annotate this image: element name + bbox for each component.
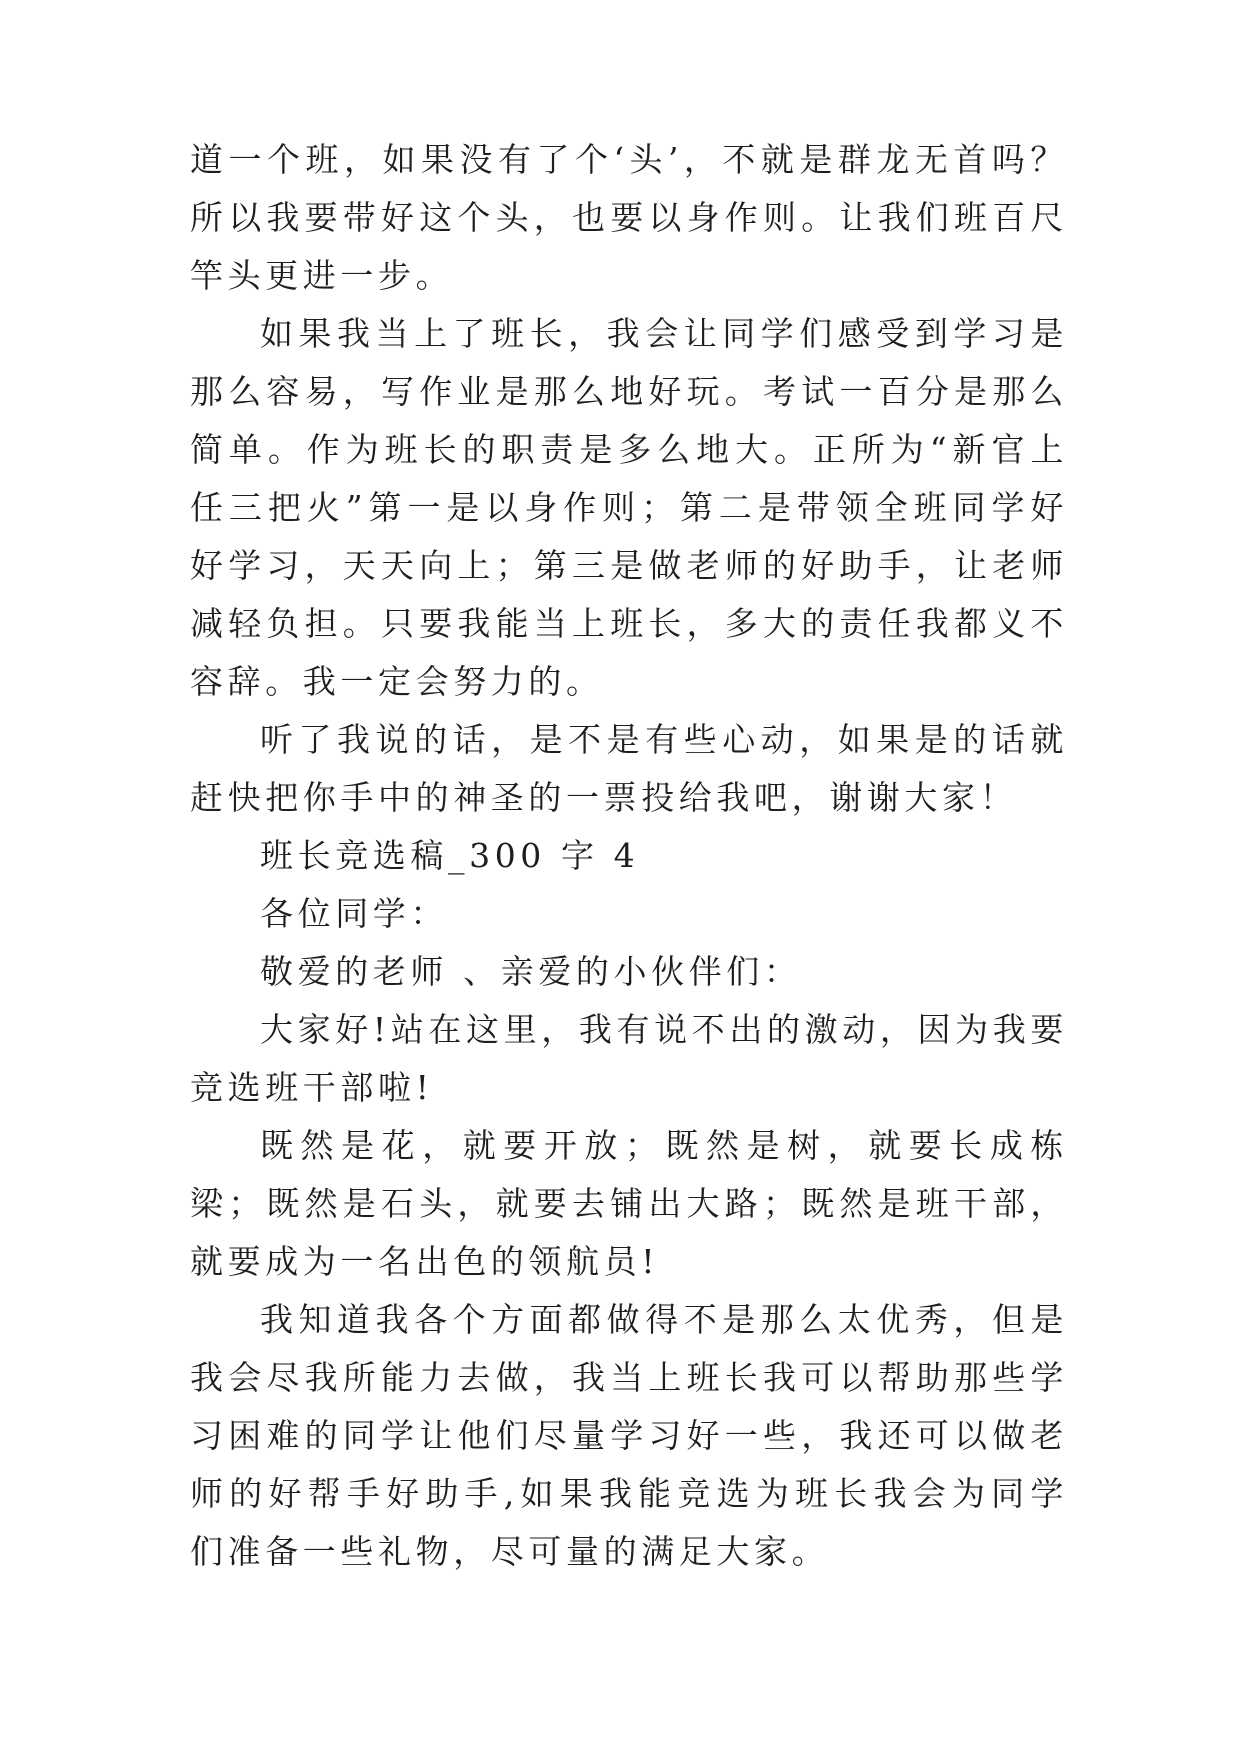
paragraph-1: 道一个班，如果没有了个‘头’，不就是群龙无首吗？所以我要带好这个头，也要以身作则。让我们班百尺竿头更进一步。: [190, 140, 1068, 295]
document-page: [190, 131, 1068, 1581]
section-heading: 班长竞选稿_300 字 4: [260, 836, 640, 875]
paragraph-5: 既然是花，就要开放；既然是树，就要长成栋梁；既然是石头，就要去铺出大路；既然是班干部，就要成为一名出色的领航员!: [190, 1126, 1068, 1281]
paragraph-3: 听了我说的话，是不是有些心动，如果是的话就赶快把你手中的神圣的一票投给我吧，谢谢大家！: [190, 720, 1068, 817]
salutation-1: 各位同学：: [260, 894, 448, 933]
salutation-2: 敬爱的老师 、亲爱的小伙伴们：: [260, 952, 802, 991]
paragraph-6: 我知道我各个方面都做得不是那么太优秀，但是我会尽我所能力去做，我当上班长我可以帮助那些学习困难的同学让他们尽量学习好一些，我还可以做老师的好帮手好助手,如果我能竞选为班长我会为同学们准备一些礼物，尽可量的满足大家。: [190, 1300, 1068, 1571]
paragraph-2: 如果我当上了班长，我会让同学们感受到学习是那么容易，写作业是那么地好玩。考试一百分是那么简单。作为班长的职责是多么地大。正所为“新官上任三把火”第一是以身作则；第二是带领全班同学好好学习，天天向上；第三是做老师的好助手，让老师减轻负担。只要我能当上班长，多大的责任我都义不容辞。我一定会努力的。: [190, 314, 1068, 701]
paragraph-4: 大家好!站在这里，我有说不出的激动，因为我要竞选班干部啦!: [190, 1010, 1068, 1107]
